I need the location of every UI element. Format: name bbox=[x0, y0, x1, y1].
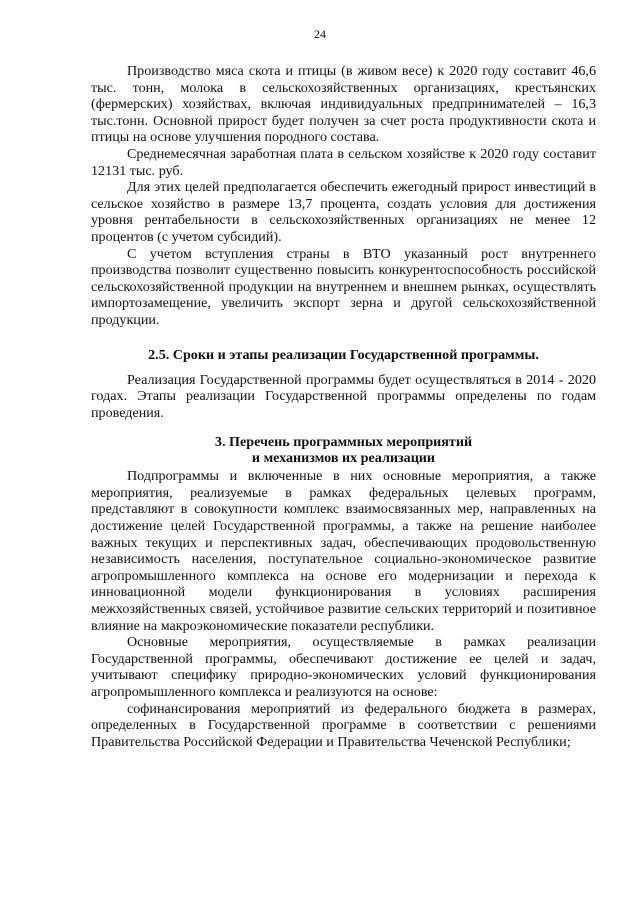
section-2-5-text: Реализация Государственной программы будет осуществляться в 2014 - 2020 годах. Этапы реализации Государственной программы определены по годам проведения. bbox=[91, 371, 596, 421]
page-number: 24 bbox=[314, 27, 326, 41]
section-3-paragraph-cofinancing: софинансирования мероприятий из федерального бюджета в размерах, определенных в Государственной программе в соответствии с решениями Правительства Российской Федерации и Правительства Чеченской Республики; bbox=[91, 700, 596, 750]
section-2-5-heading: 2.5. Сроки и этапы реализации Государственной программы. bbox=[148, 346, 539, 363]
section-3-heading-line2: и механизмов их реализации bbox=[251, 450, 436, 467]
page-content bbox=[91, 63, 596, 750]
section-3-paragraph-main-measures: Основные мероприятия, осуществляемые в рамках реализации Государственной программы, обеспечивают достижение ее целей и задач, учитывают специфику природно-экономических условий функционирования агропромышленного комплекса и реализуются на основе: bbox=[91, 634, 596, 700]
section-3-heading-line1: 3. Перечень программных мероприятий bbox=[214, 434, 473, 451]
section-3-paragraph-subprograms: Подпрограммы и включенные в них основные мероприятия, а также мероприятия, реализуемые в рамках федеральных целевых программ, представляют в совокупности комплекс взаимосвязанных мер, направленных на достижение целей Государственной программы, а также на решение наиболее важных текущих и перспективных задач, обеспечивающих продовольственную независимость населения, поступательное социально-экономическое развитие агропромышленного комплекса на основе его модернизации и перехода к инновационной модели функционирования в условиях расширения межхозяйственных связей, устойчивое развитие сельских территорий и позитивное влияние на макроэкономические показатели республики. bbox=[91, 468, 596, 634]
paragraph-meat-milk-production: Производство мяса скота и птицы (в живом весе) к 2020 году составит 46,6 тыс. тонн, молока в сельскохозяйственных организациях, крестьянских (фермерских) хозяйствах, включая индивидуальных предпринимателей – 16,3 тыс.тонн. Основной прирост будет получен за счет роста продуктивности скота и птицы на основе улучшения породного состава. bbox=[91, 63, 596, 146]
paragraph-investment-growth: Для этих целей предполагается обеспечить ежегодный прирост инвестиций в сельское хозяйство в размере 13,7 процента, создать условия для достижения уровня рентабельности в сельскохозяйственных организациях не менее 12 процентов (с учетом субсидий). bbox=[91, 179, 596, 245]
paragraph-average-salary: Среднемесячная заработная плата в сельском хозяйстве к 2020 году составит 12131 тыс. руб. bbox=[91, 145, 596, 179]
paragraph-wto-competitiveness: С учетом вступления страны в ВТО указанный рост внутреннего производства позволит существенно повысить конкурентоспособность российской сельскохозяйственной продукции на внутреннем и внешнем рынках, осуществлять импортозамещение, увеличить экспорт зерна и другой сельскохозяйственной продукции. bbox=[91, 245, 596, 328]
section-3-heading bbox=[91, 434, 596, 466]
